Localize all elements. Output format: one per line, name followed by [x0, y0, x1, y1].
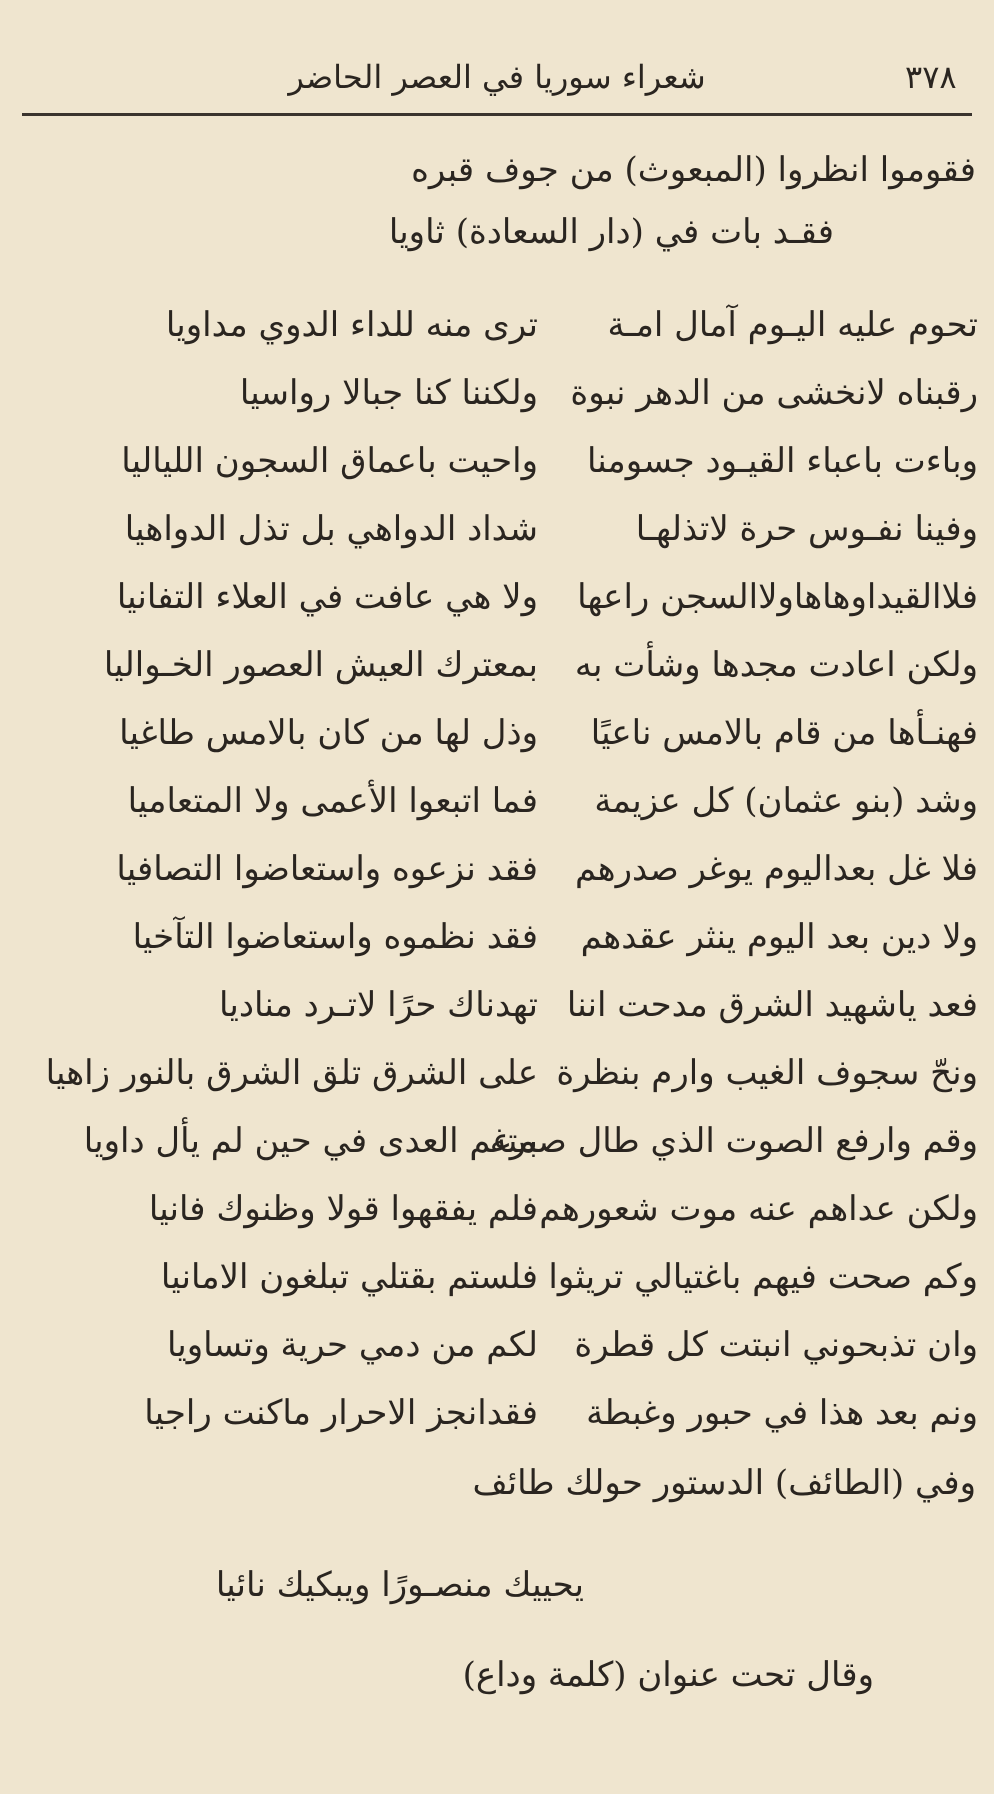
couplet-12-left: على الشرق تلق الشرق بالنور زاهيا [45, 1053, 538, 1093]
couplet-13-right: وقم وارفع الصوت الذي طال صمته [489, 1121, 978, 1161]
header-rule [22, 113, 972, 116]
couplet-17-left: فقدانجز الاحرار ماكنت راجيا [144, 1393, 538, 1433]
couplet-3-left: واحيت باعماق السجون اللياليا [121, 441, 538, 481]
couplet-11-right: فعد ياشهيد الشرق مدحت اننا [566, 985, 978, 1025]
couplet-1-left: ترى منه للداء الدوي مداويا [165, 305, 538, 345]
couplet-5-left: ولا هي عافت في العلاء التفانيا [116, 577, 538, 617]
couplet-5-right: فلاالقيداوهاهاولاالسجن راعها [577, 577, 978, 617]
couplet-4-left: شداد الدواهي بل تذل الدواهيا [124, 509, 538, 549]
couplet-13-left: برغم العدى في حين لم يأل داويا [83, 1121, 538, 1161]
couplet-4-right: وفينا نفـوس حرة لاتذلهـا [635, 509, 978, 549]
couplet-1-right: تحوم عليه اليـوم آمال امـة [607, 305, 978, 345]
couplet-17-right: ونم بعد هذا في حبور وغبطة [586, 1393, 978, 1433]
couplet-16-left: لكم من دمي حرية وتساويا [166, 1325, 538, 1365]
page-number: ٣٧٨ [905, 58, 957, 96]
couplet-6-left: بمعترك العيش العصور الخـواليا [103, 645, 538, 685]
couplet-8-left: فما اتبعوا الأعمى ولا المتعاميا [127, 781, 538, 821]
lead-line-1: فقوموا انظروا (المبعوث) من جوف قبره [411, 150, 976, 190]
closing-line-2: يحييك منصـورًا ويبكيك نائيا [215, 1565, 584, 1605]
couplet-2-left: ولكننا كنا جبالا رواسيا [239, 373, 538, 413]
running-title: شعراء سوريا في العصر الحاضر [288, 58, 706, 96]
couplet-2-right: رقبناه لانخشى من الدهر نبوة [570, 373, 978, 413]
page-header [0, 58, 994, 118]
couplet-7-right: فهنـأها من قام بالامس ناعيًا [590, 713, 978, 753]
closing-line-1: وفي (الطائف) الدستور حولك طائف [472, 1463, 976, 1503]
couplet-9-left: فقد نزعوه واستعاضوا التصافيا [116, 849, 538, 889]
couplet-11-left: تهدناك حرًا لاتـرد مناديا [219, 985, 538, 1025]
couplet-15-right: وكم صحت فيهم باغتيالي تريثوا [548, 1257, 978, 1297]
couplet-3-right: وباءت باعباء القيـود جسومنا [586, 441, 978, 481]
couplet-15-left: فلستم بقتلي تبلغون الامانيا [160, 1257, 538, 1297]
couplet-6-right: ولكن اعادت مجدها وشأت به [574, 645, 978, 685]
couplet-9-right: فلا غل بعداليوم يوغر صدرهم [575, 849, 978, 889]
couplet-14-right: ولكن عداهم عنه موت شعورهم [539, 1189, 978, 1229]
couplet-10-right: ولا دين بعد اليوم ينثر عقدهم [580, 917, 978, 957]
section-intro-line: وقال تحت عنوان (كلمة وداع) [462, 1655, 874, 1695]
couplet-16-right: وان تذبحوني انبتت كل قطرة [574, 1325, 978, 1365]
couplet-8-right: وشد (بنو عثمان) كل عزيمة [594, 781, 978, 821]
lead-line-2: فقـد بات في (دار السعادة) ثاويا [388, 212, 834, 252]
couplet-14-left: فلم يفقهوا قولا وظنوك فانيا [148, 1189, 538, 1229]
couplet-7-left: وذل لها من كان بالامس طاغيا [119, 713, 538, 753]
couplet-12-right: ونحّ سجوف الغيب وارم بنظرة [556, 1053, 978, 1093]
couplet-10-left: فقد نظموه واستعاضوا التآخيا [132, 917, 538, 957]
